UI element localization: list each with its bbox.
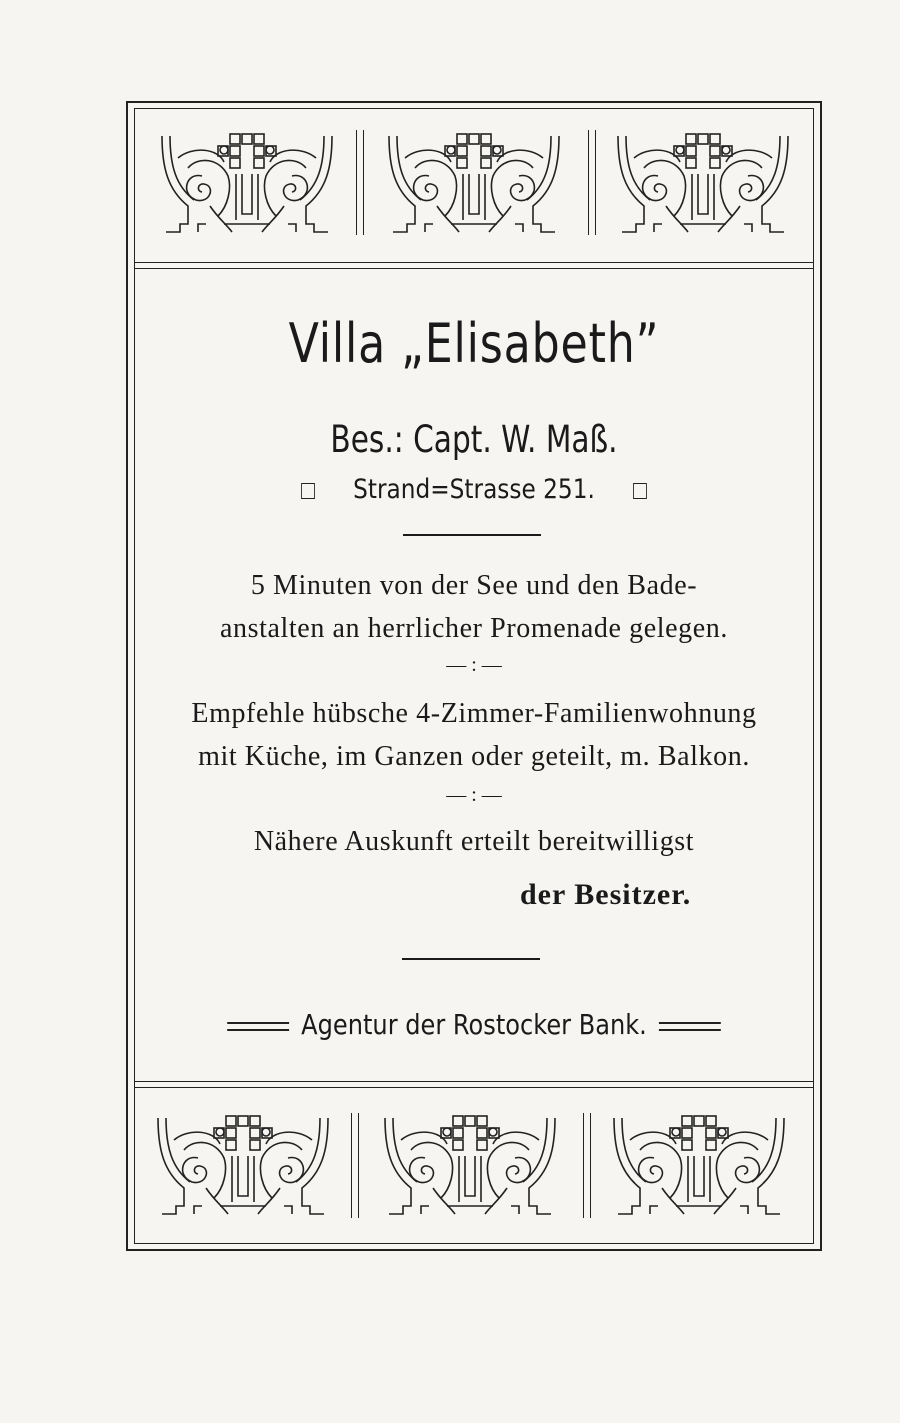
ornament-icon bbox=[381, 1110, 559, 1220]
bottom-band-rule bbox=[134, 1081, 814, 1082]
ornament-divider bbox=[363, 130, 364, 235]
description-block bbox=[134, 564, 814, 650]
ornament-icon bbox=[158, 128, 336, 238]
separator: — : — bbox=[446, 654, 502, 676]
double-rule bbox=[659, 1022, 721, 1031]
double-rule bbox=[227, 1022, 289, 1031]
ornament-icon bbox=[610, 1110, 788, 1220]
square-bullet-icon bbox=[302, 483, 316, 499]
offer-line: mit Küche, im Ganzen oder geteilt, m. Balkon. bbox=[198, 741, 750, 772]
ornament-divider bbox=[588, 130, 589, 235]
top-band-rule bbox=[134, 262, 814, 263]
description-line: anstalten an herrlicher Promenade gelegen. bbox=[220, 613, 728, 644]
rule bbox=[402, 958, 540, 960]
offer-line: Empfehle hübsche 4-Zimmer-Familienwohnung bbox=[191, 698, 757, 729]
ornament-divider bbox=[583, 1113, 584, 1218]
top-band-rule bbox=[134, 268, 814, 269]
address-text: Strand=Strasse 251. bbox=[353, 474, 595, 505]
ornament-icon bbox=[385, 128, 563, 238]
bottom-band-rule bbox=[134, 1087, 814, 1088]
owner-line: Bes.: Capt. W. Maß. bbox=[330, 418, 618, 461]
description-line: 5 Minuten von der See und den Bade- bbox=[250, 570, 698, 601]
bank-line bbox=[182, 1008, 767, 1041]
ornament-icon bbox=[614, 128, 792, 238]
address-line bbox=[182, 474, 767, 505]
villa-title: Villa „Elisabeth” bbox=[288, 312, 660, 375]
ornament-divider bbox=[351, 1113, 352, 1218]
ornament-divider bbox=[358, 1113, 359, 1218]
ornament-divider bbox=[590, 1113, 591, 1218]
offer-block bbox=[134, 692, 814, 778]
separator: — : — bbox=[446, 784, 502, 806]
signoff: der Besitzer. bbox=[520, 878, 692, 911]
square-bullet-icon bbox=[633, 483, 647, 499]
ornament-divider bbox=[356, 130, 357, 235]
bank-text: Agentur der Rostocker Bank. bbox=[301, 1008, 647, 1041]
ornament-divider bbox=[595, 130, 596, 235]
info-line: Nähere Auskunft erteilt bereitwilligst bbox=[253, 826, 695, 857]
rule bbox=[403, 534, 541, 536]
ornament-icon bbox=[154, 1110, 332, 1220]
